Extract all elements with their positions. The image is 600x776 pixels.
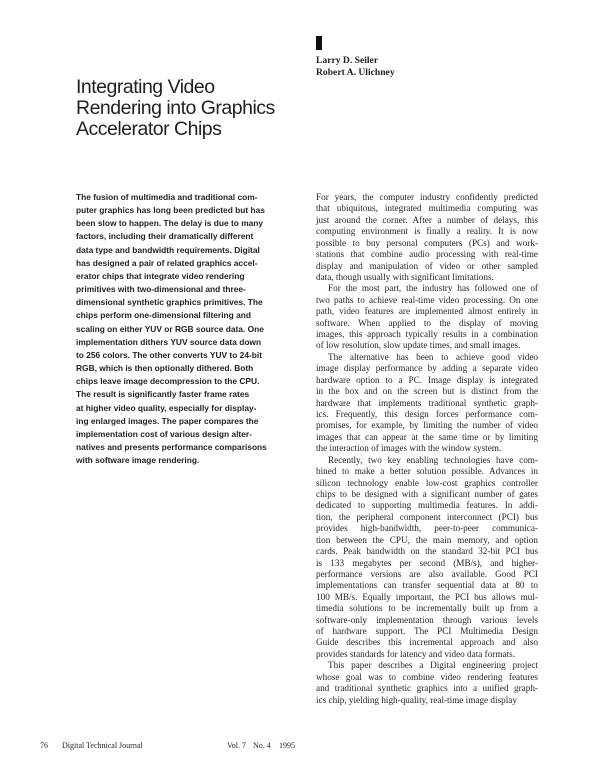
body-line: whose goal was to combine video rendering features: [316, 671, 538, 682]
body-line: just around the corner. After a number of delays, this: [316, 214, 538, 225]
abstract-line: data type and bandwidth requirements. Digital: [76, 244, 260, 255]
body-line: provides standards for latency and video data formats.: [316, 648, 515, 659]
body-line: the interaction of images with the window system.: [316, 443, 502, 454]
footer-year: 1995: [279, 741, 295, 750]
body-line: tion between the CPU, the main memory, and option: [316, 534, 538, 545]
title-line: Integrating Video: [76, 76, 215, 98]
body-paragraph: [316, 660, 538, 706]
footer-journal-name: Digital Technical Journal: [62, 741, 143, 750]
body-line: Guide describes this incremental approach and also: [316, 637, 538, 648]
abstract-line: at higher video quality, especially for display-: [76, 402, 257, 413]
abstract-line: primitives with two-dimensional and three-: [76, 284, 246, 295]
body-line: software-only implementation through various levels: [316, 614, 538, 625]
abstract: [76, 191, 294, 467]
body-line: silicon technology enable low-cost graphics controller: [316, 477, 538, 488]
body-line: of low resolution, slow update times, and small images.: [316, 340, 521, 351]
body-line: The alternative has been to achieve good video: [328, 351, 538, 362]
author-name: Robert A. Ulichney: [316, 67, 395, 78]
abstract-line: implementation cost of various design alter-: [76, 428, 252, 439]
abstract-line: puter graphics has long been predicted but has: [76, 205, 265, 216]
body-line: For the most part, the industry has followed one of: [328, 283, 538, 294]
abstract-line: ing enlarged images. The paper compares the: [76, 415, 259, 426]
body-line: is 133 megabytes per second (MB/s), and higher-: [316, 557, 538, 568]
abstract-line: erator chips that integrate video rendering: [76, 270, 245, 281]
body-paragraph: [316, 455, 538, 661]
article-title: [76, 77, 316, 140]
body-line: cards. Peak bandwidth on the standard 32-bit PCI bus: [316, 546, 538, 557]
abstract-line: with software image rendering.: [76, 455, 200, 466]
body-paragraph: [316, 192, 538, 283]
body-line: implementations can transfer sequential data at 80 to: [316, 580, 538, 591]
body-line: hardware option to a PC. Image display is integrated: [316, 374, 538, 385]
body-line: computing environment is finally a reality. It is now: [316, 226, 538, 237]
title-line: Accelerator Chips: [76, 118, 222, 140]
abstract-line: natives and presents performance comparisons: [76, 441, 267, 452]
body-line: tion, the peripheral component interconnect (PCI) bus: [316, 511, 538, 522]
body-line: that ubiquitous, integrated multimedia computing was: [316, 203, 538, 214]
footer-issue: No. 4: [253, 741, 271, 750]
abstract-line: scaling on either YUV or RGB source data. One: [76, 323, 264, 334]
abstract-line: to 256 colors. The other converts YUV to 24-bit: [76, 349, 262, 360]
body-line: images that can appear at the same time or by limiting: [316, 431, 538, 442]
section-marker-bar: [316, 36, 322, 50]
body-line: ics chip, yielding high-quality, real-time image display: [316, 694, 517, 705]
body-line: ics. Frequently, this design forces performance com-: [316, 409, 538, 420]
body-line: This paper describes a Digital engineering project: [328, 660, 538, 671]
body-paragraph: [316, 352, 538, 455]
body-line: of hardware support. The PCI Multimedia Design: [316, 626, 538, 637]
body-line: dedicated to supporting multimedia features. In addi-: [316, 500, 538, 511]
body-line: software. When applied to the display of moving: [316, 317, 538, 328]
body-line: 100 MB/s. Equally important, the PCI bus allows mul-: [316, 591, 538, 602]
body-line: chips to be designed with a significant number of gates: [316, 488, 538, 499]
abstract-line: implementation dithers YUV source data down: [76, 336, 262, 347]
footer-volume: Vol. 7: [227, 741, 246, 750]
abstract-line: The fusion of multimedia and traditional com-: [76, 192, 258, 202]
body-text-column: [316, 192, 538, 706]
footer-page-number: 76: [40, 741, 48, 750]
abstract-line: dimensional synthetic graphics primitives. The: [76, 297, 263, 308]
body-line: provides high-bandwidth, peer-to-peer communica-: [316, 523, 538, 534]
body-paragraph: [316, 283, 538, 352]
body-line: Recently, two key enabling technologies have com-: [328, 454, 538, 465]
body-line: and traditional synthetic graphics into a unified graph-: [316, 683, 538, 694]
abstract-line: been slow to happen. The delay is due to many: [76, 218, 264, 229]
body-line: in the box and on the screen but is distinct from the: [316, 386, 538, 397]
abstract-line: chips leave image decompression to the CPU.: [76, 376, 260, 387]
body-line: image display performance by adding a separate video: [316, 363, 538, 374]
body-line: promises, for example, by limiting the number of video: [316, 420, 538, 431]
abstract-line: factors, including their dramatically different: [76, 231, 254, 242]
body-line: display and manipulation of video or other sampled: [316, 260, 538, 271]
body-line: performance versions are also available. Good PCI: [316, 568, 538, 579]
title-line: Rendering into Graphics: [76, 97, 275, 119]
abstract-line: has designed a pair of related graphics accel-: [76, 257, 258, 268]
body-line: stations that combine audio processing with real-time: [316, 249, 538, 260]
abstract-line: RGB, which is then optionally dithered. Both: [76, 363, 254, 374]
body-line: possible to buy personal computers (PCs) and work-: [316, 237, 538, 248]
body-line: data, though usually with significant limitations.: [316, 271, 494, 282]
body-line: timedia solutions to be incrementally built up from a: [316, 603, 538, 614]
body-line: two paths to achieve real-time video processing. On one: [316, 294, 538, 305]
author-name: Larry D. Seiler: [316, 55, 379, 66]
abstract-line: chips perform one-dimensional filtering and: [76, 310, 251, 321]
body-line: bined to make a better solution possible. Advances in: [316, 466, 538, 477]
abstract-line: The result is significantly faster frame rates: [76, 389, 250, 400]
body-line: path, video features are implemented almost entirely in: [316, 306, 538, 317]
author-list: [316, 55, 395, 79]
body-line: images, this approach typically results in a combination: [316, 329, 538, 340]
body-line: hardware that implements traditional synthetic graph-: [316, 397, 538, 408]
body-line: For years, the computer industry confidently predicted: [316, 192, 538, 202]
